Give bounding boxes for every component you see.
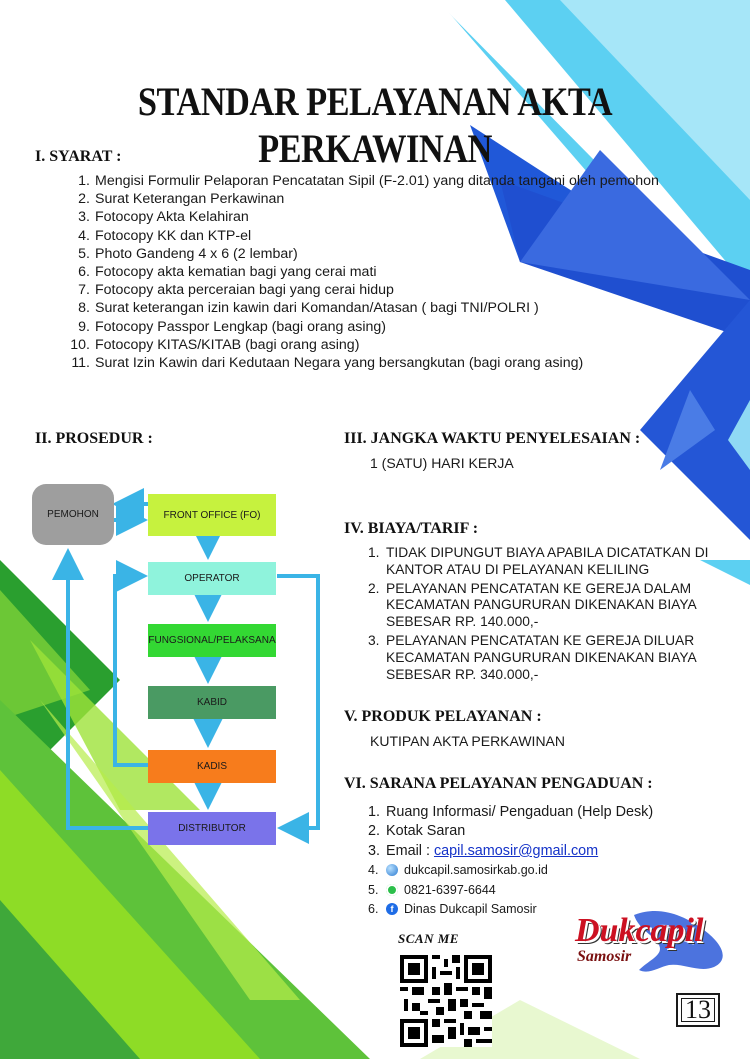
logo-subtext: Samosir [577, 948, 632, 965]
pengaduan-list [368, 802, 653, 919]
email-link[interactable]: capil.samosir@gmail.com [433, 842, 599, 859]
list-item: 8. Surat keterangan izin kawin dari Komandan/Atasan ( bagi TNI/POLRI ) [78, 300, 539, 317]
flow-node-distributor: DISTRIBUTOR [148, 812, 276, 845]
qr-code[interactable] [400, 955, 492, 1047]
flow-node-pemohon: PEMOHON [32, 484, 114, 545]
jangka-waktu-heading: III. JANGKA WAKTU PENYELESAIAN : [344, 430, 641, 447]
globe-icon [386, 864, 398, 876]
syarat-heading: I. SYARAT : [35, 148, 122, 165]
biaya-list [368, 545, 731, 685]
phone-number: 0821-6397-6644 [404, 882, 496, 897]
flow-node-fungsional: FUNGSIONAL/PELAKSANA [148, 624, 276, 657]
list-item: 3. Email : capil.samosir@gmail.com [368, 842, 599, 859]
list-item: 6. Fotocopy akta kematian bagi yang cerai mati [78, 264, 377, 281]
list-item: 5. Photo Gandeng 4 x 6 (2 lembar) [78, 245, 298, 262]
list-item: 6. f Dinas Dukcapil Samosir [368, 902, 537, 917]
facebook-page-link[interactable]: Dinas Dukcapil Samosir [404, 902, 537, 917]
whatsapp-icon [386, 884, 398, 896]
page-number: 13 [676, 993, 720, 1027]
flow-node-kadis: KADIS [148, 750, 276, 783]
biaya-heading: IV. BIAYA/TARIF : [344, 520, 479, 537]
list-item: 4. dukcapil.samosirkab.go.id [368, 863, 548, 878]
logo-text: Dukcapil [575, 912, 704, 949]
list-item: 11. Surat Izin Kawin dari Kedutaan Negara yang bersangkutan (bagi orang asing) [71, 355, 584, 372]
website-link[interactable]: dukcapil.samosirkab.go.id [404, 863, 548, 878]
list-item: 10. Fotocopy KITAS/KITAB (bagi orang asing) [70, 336, 360, 353]
page-title: STANDAR PELAYANAN AKTA PERKAWINAN [137, 79, 613, 171]
list-item: 1. Mengisi Formulir Pelaporan Pencatatan Sipil (F-2.01) yang ditanda tangani oleh pemohon [78, 173, 659, 189]
list-item: 2. Surat Keterangan Perkawinan [78, 191, 285, 208]
list-item: 5. 0821-6397-6644 [368, 882, 496, 897]
list-item: 2. PELAYANAN PENCATATAN KE GEREJA DALAM KECAMATAN PANGURURAN DIKENAKAN BIAYA SEBESAR RP. 140.000,- [368, 580, 696, 630]
list-item: 3. Fotocopy Akta Kelahiran [78, 209, 249, 226]
produk-value: KUTIPAN AKTA PERKAWINAN [370, 733, 566, 749]
list-item: 7. Fotocopy akta perceraian bagi yang cerai hidup [78, 282, 394, 299]
prosedur-heading: II. PROSEDUR : [35, 430, 153, 447]
pengaduan-heading: VI. SARANA PELAYANAN PENGADUAN : [344, 775, 653, 792]
list-item: 1. Ruang Informasi/ Pengaduan (Help Desk) [368, 803, 654, 820]
list-item: 2. Kotak Saran [368, 823, 466, 840]
list-item: 9. Fotocopy Passpor Lengkap (bagi orang asing) [78, 318, 387, 335]
produk-heading: V. PRODUK PELAYANAN : [344, 708, 542, 725]
list-item: 4. Fotocopy KK dan KTP-el [78, 227, 252, 244]
list-item: 3. PELAYANAN PENCATATAN KE GEREJA DILUAR KECAMATAN PANGURURAN DIKENAKAN BIAYA SEBESAR RP. 340.000,- [368, 632, 696, 682]
flow-node-front-office: FRONT OFFICE (FO) [148, 494, 276, 536]
flow-node-kabid: KABID [148, 686, 276, 719]
flow-node-operator: OPERATOR [148, 562, 276, 595]
scan-me-label: SCAN ME [398, 931, 459, 946]
list-item: 1. TIDAK DIPUNGUT BIAYA APABILA DICATATKAN DI KANTOR ATAU DI PELAYANAN KELILING [368, 545, 709, 577]
jangka-waktu-value: 1 (SATU) HARI KERJA [370, 455, 514, 471]
facebook-icon: f [386, 903, 398, 915]
